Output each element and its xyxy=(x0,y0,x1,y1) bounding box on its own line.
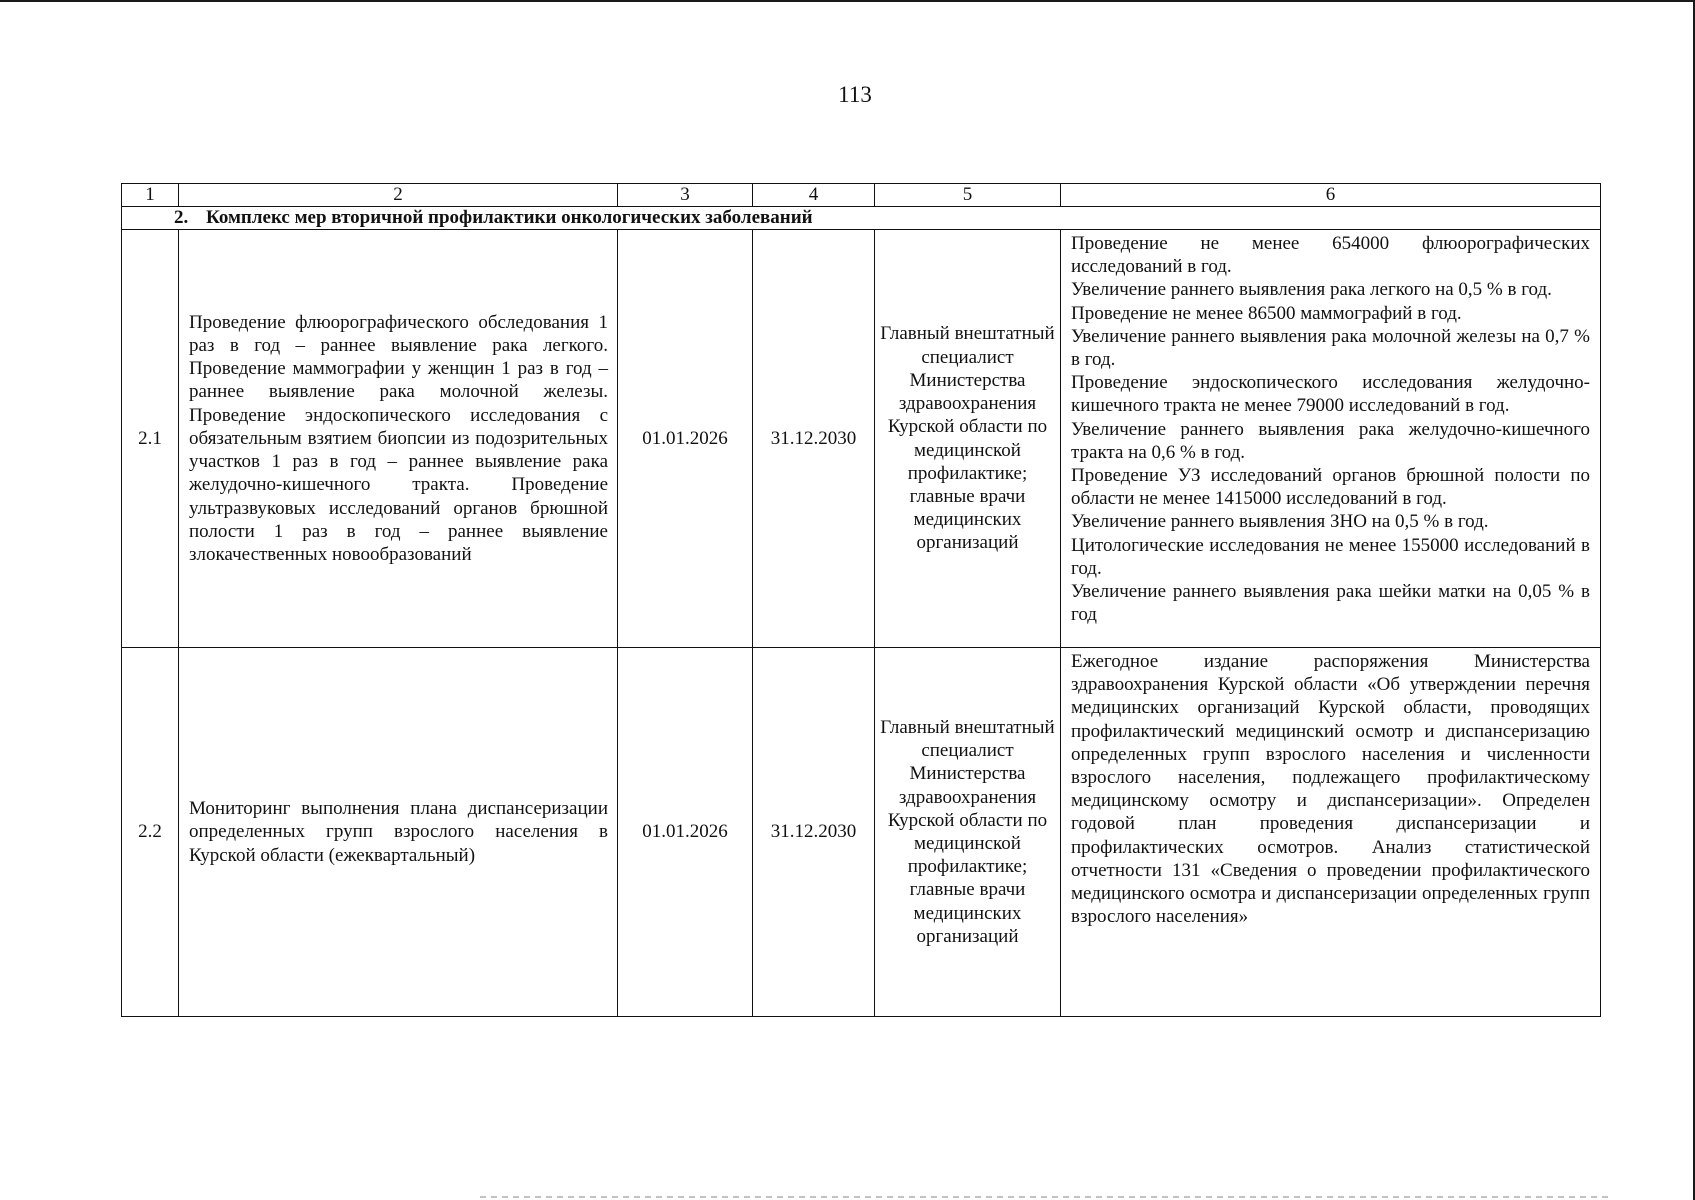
result-cell xyxy=(1061,648,1601,1017)
section-number: 2. xyxy=(174,207,189,228)
row-number: 2.1 xyxy=(122,230,179,648)
result-paragraph: Ежегодное издание распоряжения Министерства здравоохранения Курской области «Об утверждении перечня медицинских организаций Курской области, проводящих профилактический медицинский осмотр и диспансеризацию определенных групп взрослого населения и численности взрослого населения, подлежащего профилактическому медицинскому осмотру и диспансеризации». Определен годовой план проведения диспансеризации и профилактических осмотров. Анализ статистической отчетности 131 «Сведения о проведении профилактического медицинского осмотра и диспансеризации определенных групп взрослого населения» xyxy=(1071,651,1590,928)
column-number: 4 xyxy=(753,184,875,207)
result-cell xyxy=(1061,230,1601,648)
start-date: 01.01.2026 xyxy=(618,230,753,648)
end-date: 31.12.2030 xyxy=(753,648,875,1017)
result-paragraph: Увеличение раннего выявления рака шейки матки на 0,05 % в год xyxy=(1071,581,1590,626)
column-number: 3 xyxy=(618,184,753,207)
responsible-text: Главный внештатный специалист Министерства здравоохранения Курской области по медицинской профилактике; главные врачи медицинских организаций xyxy=(880,716,1055,947)
result-paragraph: Проведение не менее 654000 флюорографических исследований в год. xyxy=(1071,233,1590,278)
column-number: 6 xyxy=(1061,184,1601,207)
scan-border-top xyxy=(0,0,1695,2)
end-date: 31.12.2030 xyxy=(753,230,875,648)
column-number: 5 xyxy=(875,184,1061,207)
event-cell xyxy=(179,648,618,1017)
responsible-cell xyxy=(875,648,1061,1017)
result-paragraph: Цитологические исследования не менее 155000 исследований в год. xyxy=(1071,534,1590,579)
start-date: 01.01.2026 xyxy=(618,648,753,1017)
column-number: 2 xyxy=(179,184,618,207)
row-number: 2.2 xyxy=(122,648,179,1017)
result-paragraph: Проведение не менее 86500 маммографий в год. xyxy=(1071,302,1462,324)
table-row xyxy=(122,230,1601,648)
result-paragraph: Увеличение раннего выявления рака желудочно-кишечного тракта на 0,6 % в год. xyxy=(1071,418,1590,463)
event-text: Мониторинг выполнения плана диспансеризации определенных групп взрослого населения в Курской области (ежеквартальный) xyxy=(189,798,608,866)
responsible-cell xyxy=(875,230,1061,648)
event-text: Проведение флюорографического обследования 1 раз в год – раннее выявление рака легкого. Проведение маммографии у женщин 1 раз в год – раннее выявление рака молочной железы. Проведение эндоскопического исследования с обязательным взятием биопсии из подозрительных участков 1 раз в год – раннее выявление рака желудочно-кишечного тракта. Проведение ультразвуковых исследований органов брюшной полости 1 раз в год – раннее выявление злокачественных новообразований xyxy=(189,311,608,565)
event-cell xyxy=(179,230,618,648)
responsible-text: Главный внештатный специалист Министерства здравоохранения Курской области по медицинской профилактике; главные врачи медицинских организаций xyxy=(880,323,1055,554)
result-paragraph: Увеличение раннего выявления рака молочной железы на 0,7 % в год. xyxy=(1071,325,1590,371)
page-number: 113 xyxy=(838,82,872,107)
measures-table xyxy=(121,183,1601,1017)
section-heading-row xyxy=(122,207,1601,230)
result-paragraph: Проведение эндоскопического исследования желудочно-кишечного тракта не менее 79000 исследований в год. xyxy=(1071,372,1590,417)
scan-noise-line xyxy=(480,1196,1610,1198)
result-paragraph: Увеличение раннего выявления рака легкого на 0,5 % в год. xyxy=(1071,279,1552,301)
result-paragraph: Увеличение раннего выявления ЗНО на 0,5 % в год. xyxy=(1071,511,1489,533)
section-heading xyxy=(122,207,1601,230)
column-number-row xyxy=(122,184,1601,207)
result-paragraph: Проведение УЗ исследований органов брюшной полости по области не менее 1415000 исследований в год. xyxy=(1071,465,1590,510)
table-row xyxy=(122,648,1601,1017)
column-number: 1 xyxy=(122,184,179,207)
section-title: Комплекс мер вторичной профилактики онкологических заболеваний xyxy=(206,207,813,228)
